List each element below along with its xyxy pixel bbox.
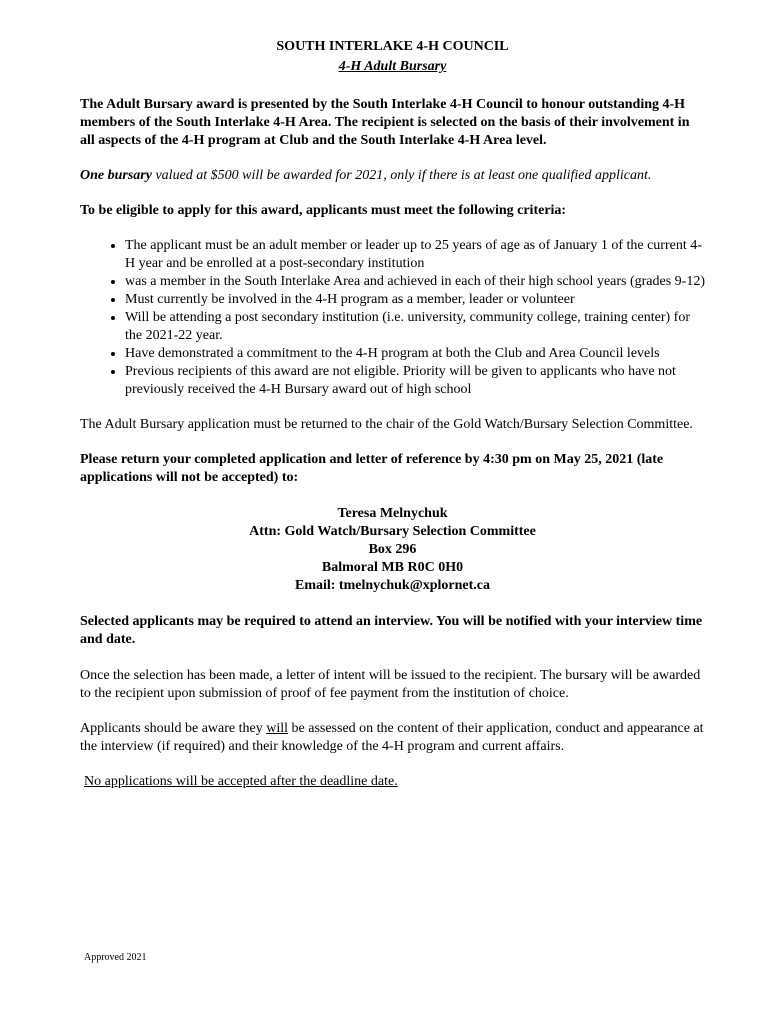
criteria-item: • was a member in the South Interlake Area and achieved in each of their high school years (grades 9-12): [125, 273, 705, 291]
bursary-paragraph: [80, 167, 705, 185]
aware-after: be assessed on the content of their application, conduct and appearance at the interview (if required) and their knowledge of the 4-H program and current affairs.: [80, 721, 704, 754]
address-attn: Attn: Gold Watch/Bursary Selection Committee: [249, 524, 536, 539]
criteria-heading: To be eligible to apply for this award, applicants must meet the following criteria:: [80, 203, 567, 218]
assessment-paragraph: [80, 720, 705, 756]
criteria-item: • Will be attending a post secondary institution (i.e. university, community college, training center) for the 2021-22 year.: [125, 309, 705, 345]
address-city: Balmoral MB R0C 0H0: [321, 560, 464, 575]
bursary-lead: One bursary: [80, 168, 152, 183]
criteria-item: • Previous recipients of this award are not eligible. Priority will be given to applicants who have not previously received the 4-H Bursary award out of high school: [125, 363, 705, 399]
address-email: Email: tmelnychuk@xplornet.ca: [294, 578, 490, 593]
criteria-item: • Must currently be involved in the 4-H program as a member, leader or volunteer: [125, 291, 705, 309]
address-box: Box 296: [368, 542, 417, 557]
selection-paragraph: Once the selection has been made, a letter of intent will be issued to the recipient. The bursary will be awarded to the recipient upon submission of proof of fee payment from the institution of choice.: [80, 668, 701, 701]
criteria-item: • Have demonstrated a commitment to the 4-H program at both the Club and Area Council levels: [125, 345, 705, 363]
document-page: [80, 38, 705, 791]
no-applications-note: No applications will be accepted after the deadline date.: [84, 774, 398, 789]
return-paragraph: The Adult Bursary application must be returned to the chair of the Gold Watch/Bursary Selection Committee.: [80, 417, 693, 432]
criteria-item: • The applicant must be an adult member or leader up to 25 years of age as of January 1 of the current 4-H year and be enrolled at a post-secondary institution: [125, 237, 705, 273]
address-name: Teresa Melnychuk: [337, 506, 448, 521]
aware-will: will: [266, 721, 289, 736]
document-title: 4-H Adult Bursary: [338, 59, 447, 74]
bursary-rest: valued at $500 will be awarded for 2021, only if there is at least one qualified applicant.: [151, 168, 652, 183]
intro-paragraph: The Adult Bursary award is presented by the South Interlake 4-H Council to honour outstanding 4-H members of the South Interlake 4-H Area. The recipient is selected on the basis of their involvement in all aspects of the 4-H program at Club and the South Interlake 4-H Area level.: [80, 97, 690, 148]
mailing-address: [80, 505, 705, 595]
deadline-paragraph: Please return your completed application and letter of reference by 4:30 pm on May 25, 2021 (late applications will not be accepted) to:: [80, 452, 664, 485]
interview-paragraph: Selected applicants may be required to attend an interview. You will be notified with your interview time and date.: [80, 614, 703, 647]
criteria-list: [80, 237, 705, 399]
org-heading: SOUTH INTERLAKE 4-H COUNCIL: [276, 39, 509, 54]
approved-footer: Approved 2021: [84, 952, 147, 963]
aware-before: Applicants should be aware they: [80, 721, 267, 736]
